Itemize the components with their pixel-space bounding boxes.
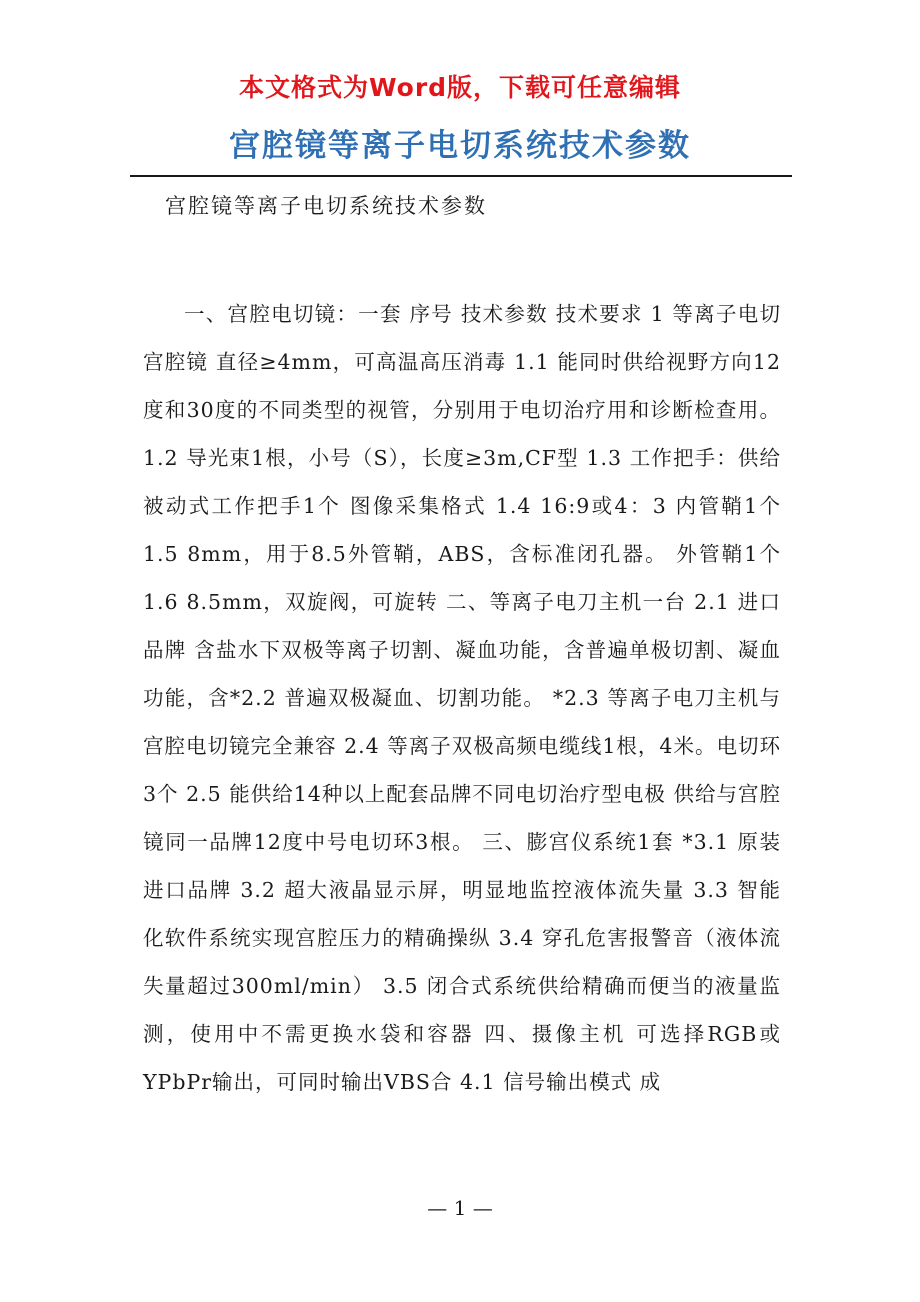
format-notice-banner: 本文格式为Word版，下载可任意编辑 [238,73,682,102]
body-paragraph: 一、宫腔电切镜：一套 序号 技术参数 技术要求 1 等离子电切宫腔镜 直径≥4mm，可高温高压消毒 1.1 能同时供给视野方向12度和30度的不同类型的视管，分别用于电切治疗用和诊断检查用。 1.2 导光束1根，小号（S），长度≥3m,CF型 1.3 工作把手：供给被动式工作把手1个 图像采集格式 1.4 16:9或4：3 内管鞘1个 1.5 8mm，用于8.5外管鞘，ABS，含标准闭孔器。 外管鞘1个 1.6 8.5mm，双旋阀，可旋转 二、等离子电刀主机一台 2.1 进口品牌 含盐水下双极等离子切割、凝血功能，含普遍单极切割、凝血功能，含*2.2 普遍双极凝血、切割功能。 *2.3 等离子电刀主机与宫腔电切镜完全兼容 2.4 等离子双极高频电缆线1根，4米。电切环3个 2.5 能供给14种以上配套品牌不同电切治疗型电极 供给与宫腔镜同一品牌12度中号电切环3根。 三、膨宫仪系统1套 *3.1 原装进口品牌 3.2 超大液晶显示屏，明显地监控液体流失量 3.3 智能化软件系统实现宫腔压力的精确操纵 3.4 穿孔危害报警音（液体流失量超过300ml/min） 3.5 闭合式系统供给精确而便当的液量监测，使用中不需更换水袋和容器 四、摄像主机 可选择RGB或YPbPr输出，可同时输出VBS合 4.1 信号输出模式 成 [143,302,781,1094]
document-subheading: 宫腔镜等离子电切系统技术参数 [165,194,487,218]
page-number: — 1 — [427,1196,493,1220]
title-divider [130,175,792,177]
document-title: 宫腔镜等离子电切系统技术参数 [229,128,691,164]
